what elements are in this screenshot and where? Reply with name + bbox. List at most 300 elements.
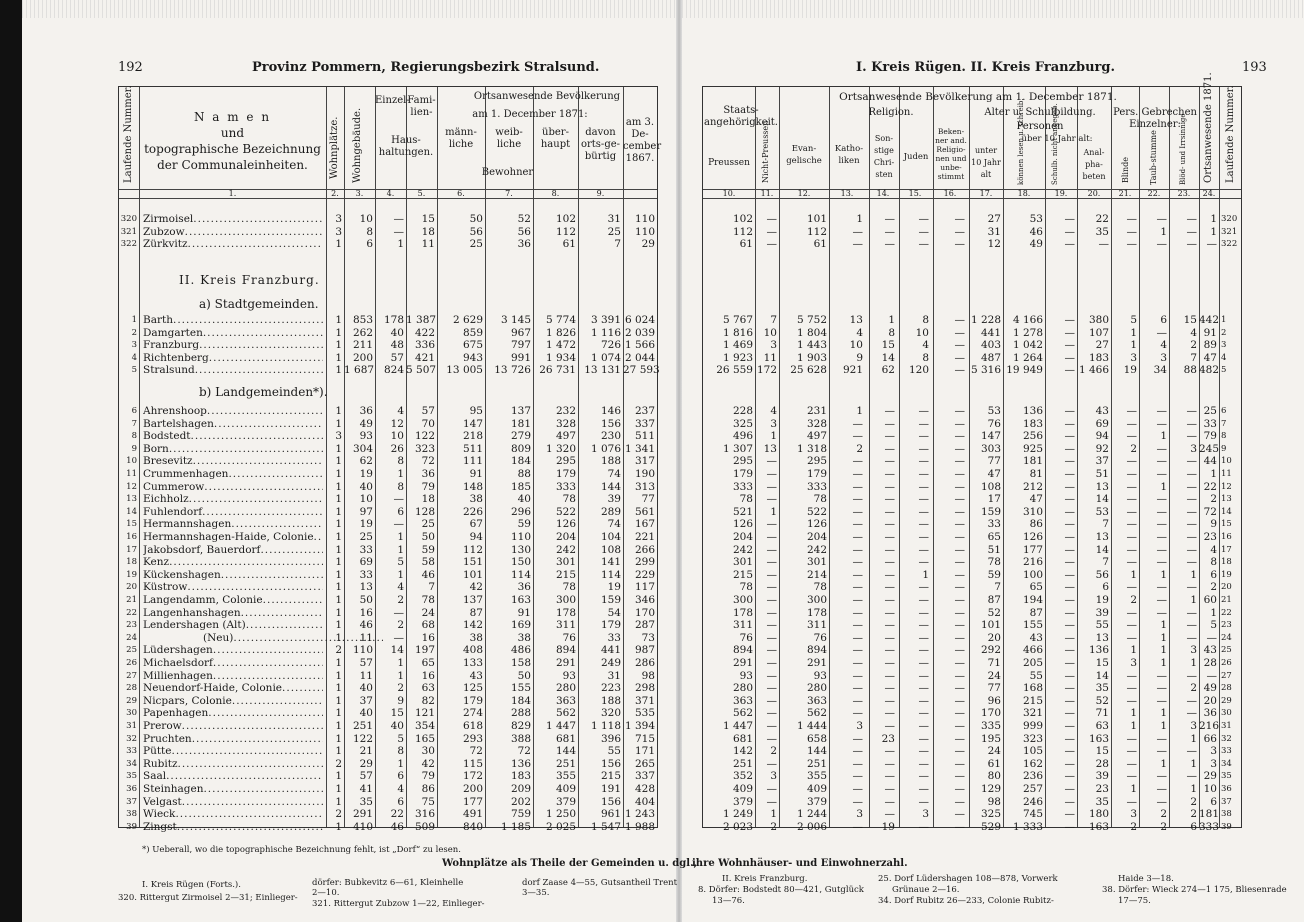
- table-cell: —: [1064, 339, 1075, 352]
- table-cell: 3: [335, 430, 342, 443]
- table-cell: 13: [849, 314, 863, 326]
- table-cell: —: [1126, 631, 1137, 644]
- table-row: [119, 405, 657, 418]
- table-cell: 441: [600, 644, 621, 657]
- table-cell: 16: [421, 669, 435, 682]
- row-number: 30: [126, 708, 137, 719]
- table-cell: 185: [510, 480, 531, 493]
- table-cell: 943: [462, 351, 483, 364]
- table-cell: 25: [607, 225, 621, 238]
- table-cell: —: [1126, 745, 1137, 758]
- table-cell: 482: [1199, 364, 1220, 377]
- table-cell: 2: [1190, 682, 1197, 695]
- header-alter-schulbildung: Alter u. Schulbildung.: [984, 107, 1096, 118]
- table-cell: —: [1126, 694, 1137, 707]
- row-number: 320: [120, 214, 137, 224]
- table-cell: 137: [510, 405, 531, 417]
- place-name: [143, 314, 323, 327]
- table-cell: —: [1186, 238, 1197, 251]
- place-name: [143, 430, 323, 443]
- table-cell: 371: [634, 694, 655, 707]
- table-cell: 30: [421, 745, 435, 758]
- header-laufende-nummer: Laufende Nummer.: [123, 85, 134, 183]
- place-name-text: Lendershagen (Alt): [143, 619, 246, 632]
- table-cell: 5 752: [796, 314, 827, 326]
- table-row: [703, 339, 1241, 352]
- table-row: [703, 418, 1241, 431]
- row-number: 23: [1221, 620, 1232, 631]
- header-wohnplaetze: Wohnplätze.: [329, 116, 340, 179]
- table-cell: 295: [806, 455, 827, 468]
- table-cell: 142: [732, 745, 753, 758]
- table-cell: —: [1064, 531, 1075, 543]
- row-number: 28: [126, 683, 137, 694]
- column-number: 3.: [355, 189, 364, 198]
- table-cell: 156: [600, 757, 621, 770]
- table-cell: —: [1186, 556, 1197, 569]
- table-cell: —: [954, 480, 965, 493]
- table-cell: —: [393, 213, 404, 225]
- place-name: [143, 518, 323, 531]
- table-cell: 2: [1190, 339, 1197, 352]
- table-cell: 77: [987, 455, 1001, 468]
- table-cell: 894: [732, 644, 753, 657]
- table-cell: —: [954, 468, 965, 480]
- table-cell: 409: [732, 783, 753, 795]
- bottom-r-col2-text2: Grünaue 2—16.: [892, 885, 960, 895]
- table-cell: —: [1156, 543, 1167, 556]
- table-cell: 126: [1022, 531, 1043, 543]
- table-cell: 156: [600, 417, 621, 430]
- table-cell: 561: [634, 505, 655, 518]
- table-cell: 230: [600, 430, 621, 443]
- table-row: [703, 821, 1241, 834]
- table-cell: 2: [335, 757, 342, 770]
- table-cell: —: [918, 417, 929, 430]
- table-cell: 313: [634, 480, 655, 493]
- table-cell: —: [1186, 707, 1197, 720]
- table-cell: 300: [732, 594, 753, 606]
- table-cell: —: [1064, 351, 1075, 364]
- table-cell: 19: [1123, 364, 1137, 377]
- table-cell: 40: [359, 707, 373, 720]
- table-cell: 146: [600, 405, 621, 417]
- table-cell: 421: [414, 351, 435, 364]
- table-cell: 33: [359, 568, 373, 581]
- table-cell: 50: [421, 531, 435, 543]
- table-cell: 13: [1095, 631, 1109, 644]
- column-number: 17.: [979, 189, 993, 198]
- table-cell: 1: [335, 745, 342, 758]
- table-cell: 1: [770, 430, 777, 443]
- table-cell: 5 316: [970, 364, 1001, 377]
- table-cell: 200: [462, 783, 483, 795]
- table-cell: —: [1156, 732, 1167, 745]
- table-cell: 188: [600, 455, 621, 468]
- table-cell: 1: [1130, 720, 1137, 732]
- table-cell: 1: [397, 657, 404, 669]
- table-cell: 1: [335, 543, 342, 556]
- place-name: [143, 238, 323, 251]
- table-cell: 1 250: [545, 808, 576, 821]
- place-name: [143, 481, 323, 494]
- table-cell: 115: [462, 757, 483, 770]
- table-cell: 1: [1190, 732, 1197, 745]
- table-row: [119, 518, 657, 531]
- table-cell: 49: [1203, 682, 1217, 695]
- table-cell: 24: [421, 606, 435, 619]
- table-cell: 167: [634, 518, 655, 531]
- bottom-r-col2-text3: 34. Dorf Rubitz 26—233, Colonie Rubitz-: [878, 896, 1054, 906]
- table-cell: 1: [397, 543, 404, 556]
- table-cell: —: [1064, 505, 1075, 518]
- header-bloed-irrsinnige: Blöd- und Irrsinnige: [1179, 113, 1187, 185]
- table-cell: 52: [517, 213, 531, 225]
- table-cell: 1: [770, 505, 777, 518]
- table-cell: 101: [462, 568, 483, 581]
- table-cell: 325: [732, 417, 753, 430]
- table-cell: 61: [987, 757, 1001, 770]
- table-cell: 25: [359, 531, 373, 543]
- table-cell: 1 466: [1078, 364, 1109, 377]
- table-cell: 291: [555, 657, 576, 669]
- table-cell: 1 307: [722, 442, 753, 455]
- table-cell: 53: [987, 405, 1001, 417]
- table-cell: —: [884, 720, 895, 732]
- table-cell: —: [1186, 531, 1197, 543]
- table-cell: 1: [335, 556, 342, 569]
- table-cell: 33: [359, 543, 373, 556]
- table-cell: 1 387: [406, 314, 437, 326]
- table-cell: 1 443: [796, 339, 827, 352]
- table-cell: 61: [739, 238, 753, 251]
- table-row: [119, 443, 657, 456]
- row-number: 14: [126, 506, 137, 517]
- table-cell: 6: [1210, 568, 1217, 581]
- header-maennliche: männ-liche: [445, 127, 477, 150]
- row-number: 6: [131, 406, 137, 416]
- row-number: 7: [131, 418, 137, 429]
- table-row: [703, 481, 1241, 494]
- table-cell: —: [766, 581, 777, 594]
- table-cell: —: [918, 820, 929, 833]
- table-cell: 5: [397, 732, 404, 745]
- place-name: [143, 556, 323, 569]
- table-cell: 72: [1203, 505, 1217, 518]
- table-cell: —: [918, 518, 929, 531]
- table-cell: 745: [1022, 808, 1043, 821]
- place-name-text: Kückenshagen: [143, 568, 221, 581]
- table-cell: —: [884, 238, 895, 251]
- bottom-title-left: Wohnplätze als Theile der Gemeinden u. dgl.,: [442, 858, 698, 869]
- table-cell: 333: [555, 480, 576, 493]
- table-cell: 333: [806, 480, 827, 493]
- table-cell: —: [1156, 694, 1167, 707]
- table-cell: —: [1064, 213, 1075, 225]
- table-cell: —: [1126, 770, 1137, 783]
- place-name-text: Ahrenshoop: [143, 405, 207, 417]
- table-cell: 1 444: [796, 720, 827, 732]
- table-cell: 1: [1160, 430, 1167, 443]
- header-nicht-preussen: Nicht-Preussen: [761, 120, 770, 183]
- table-cell: —: [918, 468, 929, 480]
- table-cell: 295: [732, 455, 753, 468]
- table-cell: 148: [462, 480, 483, 493]
- row-number: 25: [1221, 645, 1232, 656]
- column-number: 23.: [1177, 189, 1191, 198]
- table-cell: 3: [1160, 351, 1167, 364]
- header-religion: Religion.: [868, 107, 914, 118]
- table-cell: —: [918, 619, 929, 632]
- table-cell: 122: [414, 430, 435, 443]
- table-cell: 292: [980, 644, 1001, 657]
- table-cell: 311: [555, 619, 576, 632]
- table-cell: 72: [517, 745, 531, 758]
- table-cell: 3: [1190, 644, 1197, 657]
- table-cell: 355: [806, 770, 827, 783]
- header-ueberhaupt: über-haupt: [540, 127, 571, 150]
- table-cell: —: [884, 556, 895, 569]
- table-cell: 1: [335, 606, 342, 619]
- header-am-3-december-1867: am 3. De-cember 1867.: [623, 117, 662, 164]
- table-cell: 8: [922, 314, 929, 326]
- table-cell: 197: [414, 644, 435, 657]
- table-cell: —: [1064, 518, 1075, 531]
- table-cell: 242: [555, 543, 576, 556]
- table-cell: —: [766, 682, 777, 695]
- table-cell: 1: [335, 480, 342, 493]
- table-cell: —: [954, 606, 965, 619]
- table-cell: 409: [806, 783, 827, 795]
- header-schulbildung-nicht: Schulb. nicht angegeb.: [1051, 103, 1059, 185]
- table-cell: 33: [987, 518, 1001, 531]
- table-cell: 14: [1095, 543, 1109, 556]
- table-cell: 291: [806, 657, 827, 669]
- table-cell: —: [852, 455, 863, 468]
- table-cell: 1 243: [624, 808, 655, 821]
- table-cell: 337: [634, 770, 655, 783]
- table-cell: 54: [607, 606, 621, 619]
- table-cell: —: [884, 417, 895, 430]
- table-cell: 15: [1095, 657, 1109, 669]
- table-cell: 26 559: [716, 364, 753, 377]
- table-cell: 25: [469, 238, 483, 251]
- table-cell: 36: [517, 581, 531, 594]
- place-name: [143, 783, 323, 796]
- row-number: 21: [126, 595, 137, 605]
- table-cell: 111: [462, 455, 483, 468]
- table-row: [119, 314, 657, 327]
- table-cell: 1: [1130, 568, 1137, 581]
- header-bewohner: Bewohner: [481, 167, 534, 178]
- table-cell: —: [1186, 505, 1197, 518]
- table-cell: 363: [555, 694, 576, 707]
- table-cell: 1: [1160, 568, 1167, 581]
- table-cell: 1: [335, 732, 342, 745]
- place-name-text: Velgast: [143, 795, 182, 808]
- row-number: 321: [1221, 226, 1238, 237]
- table-cell: —: [884, 581, 895, 594]
- table-cell: 301: [555, 556, 576, 569]
- table-cell: —: [766, 225, 777, 238]
- table-cell: 13: [763, 442, 777, 455]
- table-cell: 158: [510, 657, 531, 669]
- row-number: 24: [1221, 632, 1232, 643]
- place-name-text: Prerow: [143, 720, 182, 732]
- header-bekenner: Beken-ner and. Religio-nen und unbe-stimmt: [935, 127, 967, 181]
- table-cell: —: [1064, 720, 1075, 732]
- table-cell: 296: [510, 505, 531, 518]
- table-cell: 925: [1022, 442, 1043, 455]
- table-cell: 1 074: [590, 351, 621, 364]
- table-cell: 171: [634, 745, 655, 758]
- table-cell: —: [954, 732, 965, 745]
- table-cell: 3: [1210, 757, 1217, 770]
- table-cell: 10: [359, 213, 373, 225]
- table-cell: 47: [1029, 493, 1043, 506]
- table-cell: 98: [987, 795, 1001, 808]
- table-cell: —: [954, 238, 965, 251]
- section-landgemeinden: b) Landgemeinden*).: [199, 385, 328, 399]
- table-cell: 1 804: [796, 326, 827, 339]
- place-name-text: Langenhanshagen: [143, 606, 241, 619]
- table-cell: 26 731: [539, 364, 576, 377]
- table-cell: —: [766, 568, 777, 581]
- left-page: [22, 0, 698, 922]
- table-cell: 853: [352, 314, 373, 326]
- table-cell: 110: [510, 531, 531, 543]
- row-number: 28: [1221, 683, 1232, 694]
- table-cell: 51: [1095, 468, 1109, 480]
- table-cell: —: [954, 795, 965, 808]
- place-name: [143, 405, 323, 418]
- table-cell: 58: [421, 556, 435, 569]
- table-cell: —: [954, 430, 965, 443]
- row-number: 26: [126, 658, 137, 668]
- table-cell: 19: [359, 518, 373, 531]
- table-cell: —: [918, 644, 929, 657]
- table-cell: 2 006: [796, 820, 827, 833]
- table-cell: 1 472: [545, 339, 576, 352]
- row-number: 17: [126, 544, 137, 555]
- row-number: 19: [1221, 569, 1232, 580]
- table-cell: 67: [469, 518, 483, 531]
- table-cell: —: [1156, 417, 1167, 430]
- table-cell: 335: [980, 720, 1001, 732]
- place-name: [143, 468, 323, 481]
- row-number: 12: [126, 481, 137, 492]
- table-cell: 1: [1130, 644, 1137, 657]
- table-cell: —: [1186, 694, 1197, 707]
- table-cell: 251: [806, 757, 827, 770]
- table-cell: —: [1156, 795, 1167, 808]
- row-number: 38: [1221, 809, 1232, 820]
- table-cell: 2: [1210, 581, 1217, 594]
- table-cell: 33: [607, 631, 621, 644]
- table-cell: 31: [607, 669, 621, 682]
- table-cell: —: [852, 568, 863, 581]
- table-cell: 301: [806, 556, 827, 569]
- row-number: 27: [1221, 670, 1232, 681]
- table-cell: 117: [634, 581, 655, 594]
- table-row: [703, 783, 1241, 796]
- table-cell: 79: [421, 770, 435, 783]
- table-cell: —: [393, 518, 404, 531]
- table-row: [703, 455, 1241, 468]
- table-cell: 88: [1183, 364, 1197, 377]
- table-cell: 11: [421, 238, 435, 251]
- table-cell: 178: [555, 606, 576, 619]
- table-cell: —: [852, 644, 863, 657]
- table-cell: 8: [397, 480, 404, 493]
- row-number: 5: [1221, 365, 1227, 376]
- table-cell: 156: [600, 795, 621, 808]
- table-cell: —: [918, 631, 929, 644]
- table-cell: —: [884, 518, 895, 531]
- table-cell: 1: [335, 442, 342, 455]
- table-cell: 7: [614, 238, 621, 251]
- table-cell: —: [884, 808, 895, 821]
- table-row: [119, 758, 657, 771]
- table-cell: —: [1126, 757, 1137, 770]
- table-cell: 257: [1022, 783, 1043, 795]
- table-cell: —: [1156, 531, 1167, 543]
- table-cell: —: [1186, 581, 1197, 594]
- table-cell: 177: [1022, 543, 1043, 556]
- table-cell: 422: [414, 326, 435, 339]
- table-cell: 76: [813, 631, 827, 644]
- bottom-col1-text: 320. Rittergut Zirmoisel 2—31; Einlieger-: [118, 893, 298, 903]
- table-cell: 110: [352, 644, 373, 657]
- header-katholiken: Katho-liken: [834, 144, 864, 166]
- table-cell: 184: [510, 694, 531, 707]
- table-cell: 251: [732, 757, 753, 770]
- table-cell: 92: [1095, 442, 1109, 455]
- table-cell: —: [954, 518, 965, 531]
- table-cell: 216: [1199, 720, 1220, 732]
- table-cell: 40: [359, 480, 373, 493]
- table-cell: 78: [562, 493, 576, 506]
- table-cell: 231: [806, 405, 827, 417]
- table-cell: 529: [980, 820, 1001, 833]
- table-cell: 236: [1022, 770, 1043, 783]
- table-cell: —: [954, 783, 965, 795]
- table-cell: —: [954, 339, 965, 352]
- table-cell: 155: [510, 682, 531, 695]
- table-cell: 4: [397, 783, 404, 795]
- table-row: [703, 327, 1241, 340]
- table-cell: 388: [510, 732, 531, 745]
- table-cell: 215: [732, 568, 753, 581]
- place-name: [143, 733, 323, 746]
- table-cell: 15: [1183, 314, 1197, 326]
- table-cell: —: [1126, 543, 1137, 556]
- table-row: [703, 405, 1241, 418]
- table-cell: 163: [1088, 732, 1109, 745]
- table-cell: 4: [770, 405, 777, 417]
- table-cell: 1: [335, 455, 342, 468]
- table-cell: 1 988: [624, 820, 655, 833]
- table-cell: 11: [359, 669, 373, 682]
- place-name: [143, 619, 323, 632]
- table-cell: —: [918, 505, 929, 518]
- table-cell: 36: [421, 468, 435, 480]
- table-cell: —: [954, 314, 965, 326]
- table-cell: 1: [1160, 657, 1167, 669]
- table-cell: 286: [634, 657, 655, 669]
- row-number: 31: [1221, 721, 1232, 731]
- table-cell: —: [884, 531, 895, 543]
